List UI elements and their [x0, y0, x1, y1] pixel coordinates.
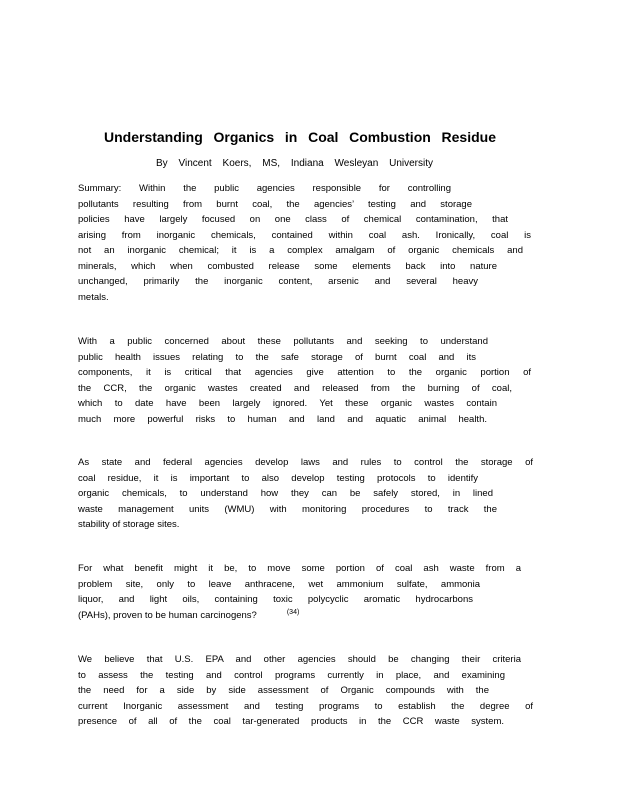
text-line-content: (PAHs), proven to be human carcinogens? — [78, 609, 257, 621]
text-line: the need for a side by side assessment of Organic compounds with the — [78, 685, 489, 696]
text-line: waste management units (WMU) with monitoring procedures to track the — [78, 503, 497, 515]
text-line: arising from inorganic chemicals, contained within coal ash. Ironically, coal is — [78, 229, 531, 241]
text-line: policies have largely focused on one class of chemical contamination, that — [78, 214, 508, 225]
text-line: organic chemicals, to understand how they can be safely stored, in lined — [78, 488, 493, 499]
text-line: the CCR, the organic wastes created and released from the burning of coal, — [78, 382, 512, 394]
document-title: Understanding Organics in Coal Combustion Residue — [104, 129, 496, 145]
text-line: unchanged, primarily the inorganic content, arsenic and several heavy — [78, 276, 478, 287]
text-line: pollutants resulting from burnt coal, the agencies’ testing and storage — [78, 198, 472, 210]
body-paragraph — [78, 561, 521, 623]
text-line: current Inorganic assessment and testing programs to establish the degree of — [78, 700, 533, 712]
text-line: much more powerful risks to human and land and aquatic animal health. — [78, 413, 487, 425]
text-line: presence of all of the coal tar-generated products in the CCR waste system. — [78, 716, 504, 727]
text-line: We believe that U.S. EPA and other agencies should be changing their criteria — [78, 654, 521, 665]
body-paragraph — [78, 652, 533, 730]
text-line: As state and federal agencies develop laws and rules to control the storage of — [78, 457, 533, 468]
text-line: problem site, only to leave anthracene, wet ammonium sulfate, ammonia — [78, 578, 480, 590]
text-line: which to date have been largely ignored. Yet these organic wastes contain — [78, 398, 497, 409]
text-line: not an inorganic chemical; it is a complex amalgam of organic chemicals and — [78, 245, 523, 256]
text-line: For what benefit might it be, to move some portion of coal ash waste from a — [78, 563, 521, 574]
text-line: liquor, and light oils, containing toxic polycyclic aromatic hydrocarbons — [78, 594, 473, 605]
summary-paragraph — [78, 181, 531, 305]
text-line: stability of storage sites. — [78, 519, 180, 530]
body-paragraph — [78, 334, 531, 427]
text-line: public health issues relating to the safe storage of burnt coal and its — [78, 351, 476, 363]
author-byline: By Vincent Koers, MS, Indiana Wesleyan University — [156, 158, 433, 169]
text-line: coal residue, it is important to also develop testing protocols to identify — [78, 472, 478, 484]
text-line: metals. — [78, 291, 109, 303]
footnote-marker: (34) — [286, 608, 300, 616]
text-line: components, it is critical that agencies give attention to the organic portion of — [78, 367, 531, 378]
text-line: With a public concerned about these pollutants and seeking to understand — [78, 336, 488, 347]
text-line: Summary: Within the public agencies responsible for controlling — [78, 183, 451, 194]
text-line — [78, 608, 378, 624]
text-line: minerals, which when combusted release some elements back into nature — [78, 260, 497, 272]
body-paragraph — [78, 455, 533, 533]
text-line: to assess the testing and control programs currently in place, and examining — [78, 669, 505, 681]
